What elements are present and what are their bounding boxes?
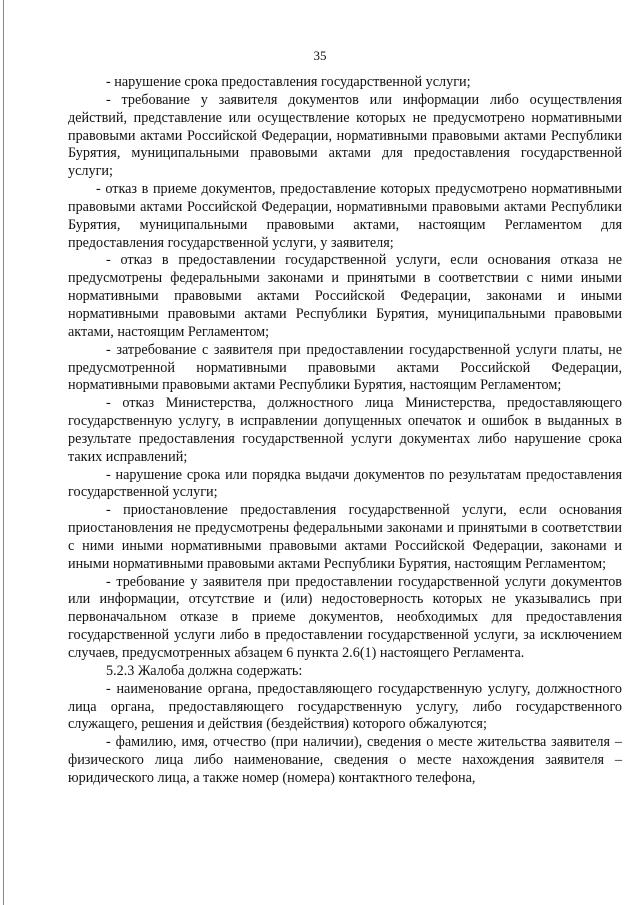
document-body	[68, 74, 622, 788]
paragraph-7: - нарушение срока или порядка выдачи документов по результатам предоставления государственной услуги;	[68, 466, 622, 501]
paragraph-6: - отказ Министерства, должностного лица Министерства, предоставляющего государственную услугу, в исправлении допущенных опечаток и ошибок в выданных в результате предоставления государственной услуги документах либо нарушение срока таких исправлений;	[68, 395, 622, 465]
paragraph-3: - отказ в приеме документов, предоставление которых предусмотрено нормативными правовыми актами Российской Федерации, нормативными правовыми актами Республики Бурятия, муниципальными правовыми актами, настоящим Регламентом для предоставления государственной услуги, у заявителя;	[68, 181, 622, 251]
paragraph-8: - приостановление предоставления государственной услуги, если основания приостановления не предусмотрены федеральными законами и принятыми в соответствии с ними иными нормативными правовыми актами Российской Федерации, законами и иными нормативными правовыми актами Республики Бурятия, настоящим Регламентом;	[68, 502, 622, 572]
paragraph-5: - затребование с заявителя при предоставлении государственной услуги платы, не предусмотренной нормативными правовыми актами Российской Федерации, нормативными правовыми актами Республики Бурятия, настоящим Регламентом;	[68, 341, 622, 394]
paragraph-10: - наименование органа, предоставляющего государственную услугу, должностного лица органа, предоставляющего государственную услугу, либо государственного служащего, решения и действия (бездействия) которого обжалуются;	[68, 680, 622, 733]
paragraph-1: - нарушение срока предоставления государственной услуги;	[106, 74, 471, 90]
paragraph-9: - требование у заявителя при предоставлении государственной услуги документов или информации, отсутствие и (или) недостоверность которых не указывались при первоначальном отказе в приеме документов, необходимых для предоставления государственной услуги либо в предоставлении государственной услуги, за исключением случаев, предусмотренных абзацем 6 пункта 2.6(1) настоящего Регламента.	[68, 573, 622, 661]
scan-edge-line	[3, 0, 4, 905]
paragraph-2: - требование у заявителя документов или информации либо осуществления действий, представление или осуществление которых не предусмотрено нормативными правовыми актами Российской Федерации, нормативными правовыми актами Республики Бурятия, муниципальными правовыми актами для предоставления государственной услуги;	[68, 91, 622, 180]
paragraph-11: - фамилию, имя, отчество (при наличии), сведения о месте жительства заявителя – физического лица либо наименование, сведения о месте нахождения заявителя – юридического лица, а также номер (номера) контактного телефона,	[68, 734, 622, 786]
page-number: 35	[313, 48, 327, 63]
section-heading-5-2-3: 5.2.3 Жалоба должна содержать:	[106, 662, 303, 679]
paragraph-4: - отказ в предоставлении государственной услуги, если основания отказа не предусмотрены федеральными законами и принятыми в соответствии с ними иными нормативными правовыми актами Российской Федерации, законами и иными нормативными правовыми актами Республики Бурятия, муниципальными правовыми актами, настоящим Регламентом;	[68, 252, 622, 340]
